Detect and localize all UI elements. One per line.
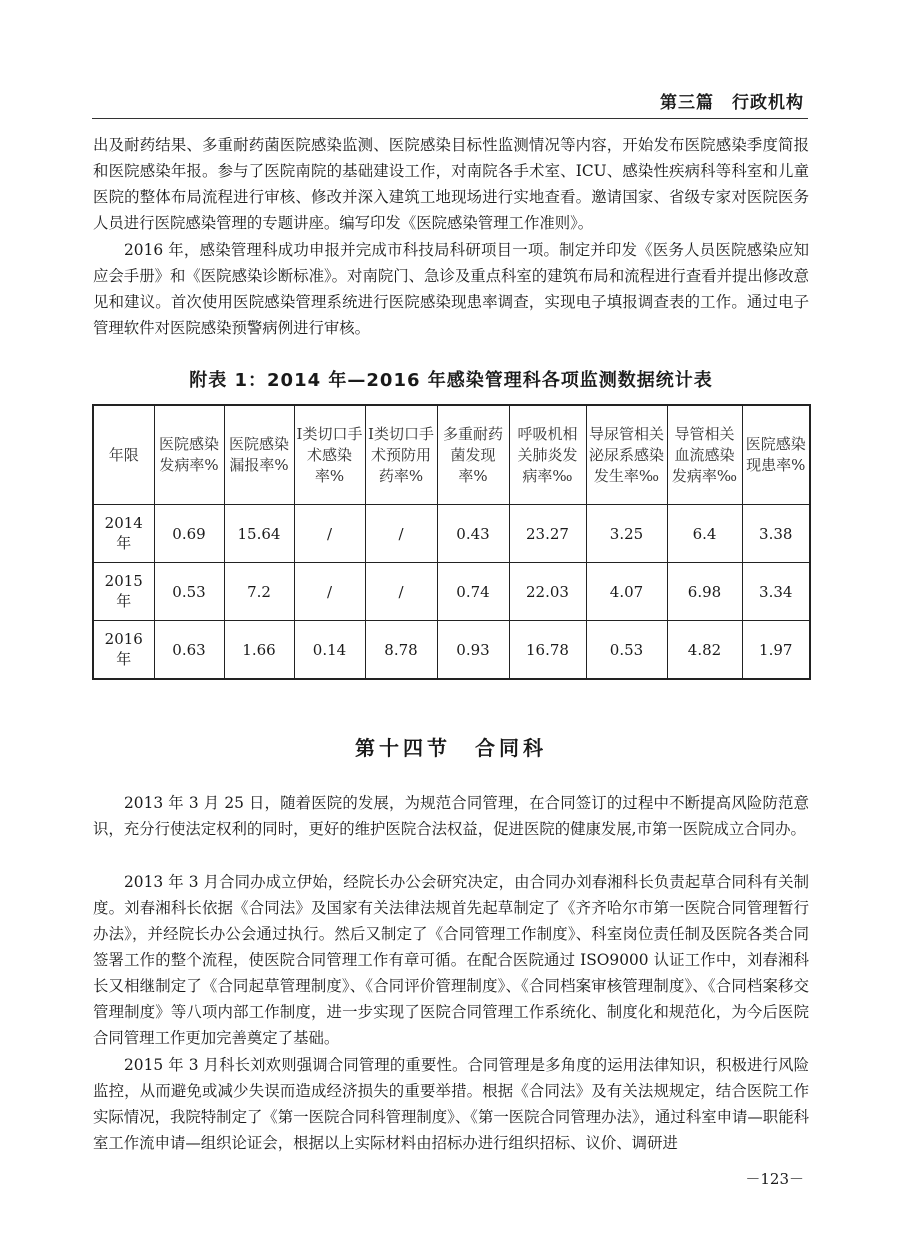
col-header-underreport: 医院感染漏报率% — [224, 405, 294, 505]
table-cell: 8.78 — [365, 621, 437, 680]
header-rule — [92, 118, 808, 119]
col-header-clabsi: 导管相关血流感染发病率‰ — [667, 405, 742, 505]
running-header: 第三篇 行政机构 — [660, 93, 804, 113]
table-row — [93, 621, 810, 680]
table-row — [93, 505, 810, 563]
statistics-table — [92, 404, 811, 680]
table-cell: / — [365, 505, 437, 563]
table-cell: 6.98 — [667, 563, 742, 621]
table-cell: 4.82 — [667, 621, 742, 680]
table-cell: 22.03 — [509, 563, 586, 621]
table-cell: 0.53 — [154, 563, 224, 621]
paragraph-2016: 2016 年，感染管理科成功申报并完成市科技局科研项目一项。制定并印发《医务人员医院感染应知应会手册》和《医院感染诊断标准》。对南院门、急诊及重点科室的建筑布局和流程进行查看并提出修改意见和建议。首次使用医院感染管理系统进行医院感染现患率调查，实现电子填报调查表的工作。通过电子管理软件对医院感染预警病例进行审核。 — [93, 241, 809, 337]
paragraph-continued: 出及耐药结果、多重耐药菌医院感染监测、医院感染目标性监测情况等内容，开始发布医院感染季度简报和医院感染年报。参与了医院南院的基础建设工作，对南院各手术室、ICU、感染性疾病科等科室和儿童医院的整体布局流程进行审核、修改并深入建筑工地现场进行实地查看。邀请国家、省级专家对医院医务人员进行医院感染管理的专题讲座。编写印发《医院感染管理工作准则》。 — [93, 136, 809, 232]
table-cell: 15.64 — [224, 505, 294, 563]
table-title: 附表 1：2014 年—2016 年感染管理科各项监测数据统计表 — [189, 370, 713, 391]
table-cell: 4.07 — [586, 563, 667, 621]
table-cell: 1.97 — [742, 621, 810, 680]
col-header-vap: 呼吸机相关肺炎发病率‰ — [509, 405, 586, 505]
table-cell: 6.4 — [667, 505, 742, 563]
table-cell: 0.43 — [437, 505, 509, 563]
table-cell: 0.93 — [437, 621, 509, 680]
table-cell: 16.78 — [509, 621, 586, 680]
table-cell: 0.69 — [154, 505, 224, 563]
table-cell: 2014 年 — [93, 505, 154, 563]
section-paragraph-3: 2015 年 3 月科长刘欢则强调合同管理的重要性。合同管理是多角度的运用法律知识，积极进行风险监控，从而避免或减少失误而造成经济损失的重要举措。根据《合同法》及有关法规规定，结合医院工作实际情况，我院特制定了《第一医院合同科管理制度》、《第一医院合同管理办法》，通过科室申请—职能科室工作流申请—组织论证会，根据以上实际材料由招标办进行组织招标、议价、调研进 — [93, 1056, 809, 1152]
col-header-cauti: 导尿管相关泌尿系感染发生率‰ — [586, 405, 667, 505]
col-header-year: 年限 — [93, 405, 154, 505]
table-header-row — [93, 405, 810, 505]
col-header-incision-infection: Ⅰ类切口手术感染率% — [294, 405, 365, 505]
table-cell: 23.27 — [509, 505, 586, 563]
table-cell: / — [294, 505, 365, 563]
table-cell: 0.63 — [154, 621, 224, 680]
table-cell: 3.25 — [586, 505, 667, 563]
table-cell: 2016 年 — [93, 621, 154, 680]
table-cell: 2015 年 — [93, 563, 154, 621]
col-header-mdro: 多重耐药菌发现率% — [437, 405, 509, 505]
col-header-prophylaxis: Ⅰ类切口手术预防用药率% — [365, 405, 437, 505]
page-number: －123－ — [745, 1170, 804, 1188]
table-cell: 0.14 — [294, 621, 365, 680]
table-cell: 3.34 — [742, 563, 810, 621]
col-header-prevalence: 医院感染现患率% — [742, 405, 810, 505]
table-cell: / — [294, 563, 365, 621]
table-cell: 3.38 — [742, 505, 810, 563]
table-cell: 7.2 — [224, 563, 294, 621]
table-cell: 1.66 — [224, 621, 294, 680]
section-paragraph-2: 2013 年 3 月合同办成立伊始，经院长办公会研究决定，由合同办刘春湘科长负责起草合同科有关制度。刘春湘科长依据《合同法》及国家有关法律法规首先起草制定了《齐齐哈尔市第一医院合同管理暂行办法》，并经院长办公会通过执行。然后又制定了《合同管理工作制度》、科室岗位责任制及医院各类合同签署工作的整个流程，使医院合同管理工作有章可循。在配合医院通过 ISO9000 认证工作中，刘春湘科长又相继制定了《合同起草管理制度》、《合同评价管理制度》、《合同档案审核管理制度》、《合同档案移交管理制度》等八项内部工作制度，进一步实现了医院合同管理工作系统化、制度化和规范化，为今后医院合同管理工作更加完善奠定了基础。 — [93, 873, 809, 1047]
col-header-incidence: 医院感染发病率% — [154, 405, 224, 505]
table-cell: 0.74 — [437, 563, 509, 621]
table-cell: / — [365, 563, 437, 621]
section-paragraph-1: 2013 年 3 月 25 日，随着医院的发展，为规范合同管理，在合同签订的过程中不断提高风险防范意识，充分行使法定权利的同时，更好的维护医院合法权益，促进医院的健康发展,市第一医院成立合同办。 — [93, 794, 809, 838]
table-row — [93, 563, 810, 621]
table-cell: 0.53 — [586, 621, 667, 680]
section-title: 第十四节 合同科 — [355, 736, 547, 760]
